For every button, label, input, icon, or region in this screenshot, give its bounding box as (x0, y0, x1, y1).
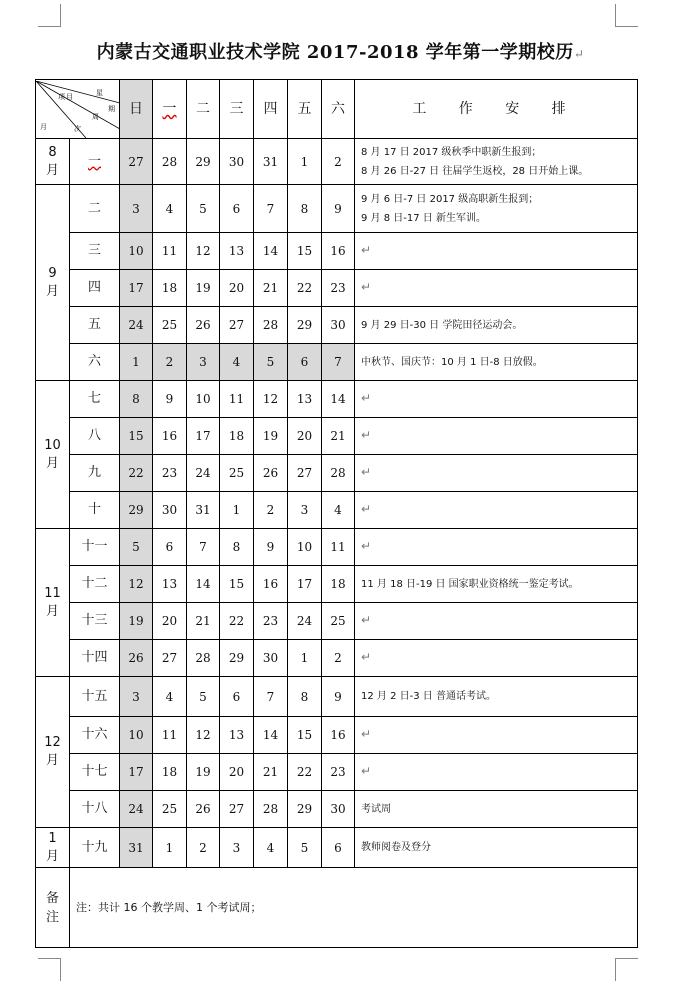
date-cell: 9 (322, 185, 355, 233)
month-label-part: 月 (45, 848, 59, 864)
work-item: 中秋节、国庆节：10 月 1 日-8 日放假。 (361, 356, 543, 368)
date-cell: 28 (153, 139, 187, 185)
header-day-mon: 一 (153, 80, 187, 139)
header-day-sat: 六 (322, 80, 355, 139)
crop-mark-bottom-left (38, 958, 61, 981)
date-cell: 20 (288, 418, 322, 455)
week-row (36, 529, 638, 566)
date-cell: 23 (153, 455, 187, 492)
date-cell: 26 (187, 791, 220, 828)
date-cell: 9 (322, 677, 355, 717)
header-day-fri: 五 (288, 80, 322, 139)
date-cell: 30 (254, 640, 288, 677)
week-number-cell: 十二 (70, 566, 120, 603)
week-number-cell: 九 (70, 455, 120, 492)
date-cell: 8 (120, 381, 153, 418)
week-row (36, 233, 638, 270)
week-number-cell: 十四 (70, 640, 120, 677)
date-cell: 12 (187, 233, 220, 270)
header-day-tue: 二 (187, 80, 220, 139)
date-cell: 24 (288, 603, 322, 640)
week-row (36, 455, 638, 492)
date-cell: 31 (187, 492, 220, 529)
date-cell: 18 (220, 418, 254, 455)
week-number-cell: 十七 (70, 754, 120, 791)
month-label-part: 月 (45, 162, 59, 178)
week-row (36, 603, 638, 640)
date-cell: 18 (322, 566, 355, 603)
date-cell: 13 (288, 381, 322, 418)
week-row (36, 754, 638, 791)
diag-label-f: 次 (74, 124, 81, 133)
week-number-cell: 十九 (70, 828, 120, 868)
date-cell: 27 (220, 307, 254, 344)
date-cell: 5 (254, 344, 288, 381)
date-cell: 6 (322, 828, 355, 868)
date-cell: 15 (220, 566, 254, 603)
paragraph-mark: ↵ (361, 465, 372, 479)
week-row (36, 677, 638, 717)
date-cell: 14 (322, 381, 355, 418)
date-cell: 13 (153, 566, 187, 603)
note-text: 注：共计 16 个教学周、1 个考试周； (70, 868, 638, 948)
month-cell (36, 529, 70, 677)
week-number-cell: 七 (70, 381, 120, 418)
diag-label-c: 星 (96, 88, 103, 97)
date-cell: 21 (187, 603, 220, 640)
week-number-cell: 十三 (70, 603, 120, 640)
date-cell: 11 (220, 381, 254, 418)
date-cell: 29 (288, 791, 322, 828)
work-item: 9 月 8 日-17 日 新生军训。 (361, 212, 486, 224)
week-row (36, 791, 638, 828)
paragraph-mark: ↵ (361, 391, 372, 405)
date-cell: 2 (254, 492, 288, 529)
work-arrangement-cell (355, 640, 638, 677)
note-label: 备 注 (36, 868, 70, 948)
date-cell: 2 (322, 139, 355, 185)
date-cell: 20 (220, 270, 254, 307)
paragraph-mark: ↵ (573, 47, 585, 61)
date-cell: 29 (288, 307, 322, 344)
work-arrangement-cell (355, 418, 638, 455)
date-cell: 20 (153, 603, 187, 640)
work-item: 9 月 6 日-7 日 2017 级高职新生报到； (361, 193, 539, 205)
work-arrangement-cell (355, 754, 638, 791)
week-row (36, 492, 638, 529)
week-row (36, 566, 638, 603)
date-cell: 27 (120, 139, 153, 185)
paragraph-mark: ↵ (361, 502, 372, 516)
date-cell: 11 (153, 233, 187, 270)
work-arrangement-cell (355, 828, 638, 868)
date-cell: 21 (322, 418, 355, 455)
date-cell: 26 (254, 455, 288, 492)
week-row (36, 344, 638, 381)
date-cell: 9 (254, 529, 288, 566)
date-cell: 26 (187, 307, 220, 344)
date-cell: 28 (322, 455, 355, 492)
date-cell: 25 (153, 307, 187, 344)
month-cell (36, 139, 70, 185)
crop-mark-bottom-right (615, 958, 638, 981)
date-cell: 31 (120, 828, 153, 868)
work-arrangement-cell (355, 233, 638, 270)
date-cell: 26 (120, 640, 153, 677)
week-number-cell: 十一 (70, 529, 120, 566)
date-cell: 4 (322, 492, 355, 529)
diagonal-header-cell (36, 80, 120, 139)
date-cell: 30 (322, 307, 355, 344)
month-label-part: 月 (45, 753, 59, 768)
paragraph-mark: ↵ (361, 243, 372, 257)
work-item: 考试周 (361, 803, 391, 815)
date-cell: 31 (254, 139, 288, 185)
date-cell: 19 (254, 418, 288, 455)
date-cell: 10 (288, 529, 322, 566)
date-cell: 30 (322, 791, 355, 828)
date-cell: 10 (120, 717, 153, 754)
date-cell: 6 (220, 185, 254, 233)
month-label-part: 9 (48, 265, 57, 281)
week-number-cell: 十五 (70, 677, 120, 717)
diag-label-g: 月 (40, 122, 47, 131)
month-cell (36, 677, 70, 828)
work-item: 8 月 17 日 2017 级秋季中职新生报到； (361, 146, 542, 158)
paragraph-mark: ↵ (361, 613, 372, 627)
date-cell: 6 (220, 677, 254, 717)
date-cell: 13 (220, 717, 254, 754)
date-cell: 15 (120, 418, 153, 455)
diag-label-e: 周 (92, 112, 99, 121)
date-cell: 16 (322, 717, 355, 754)
week-number-cell: 一 (70, 139, 120, 185)
date-cell: 8 (288, 185, 322, 233)
date-cell: 10 (120, 233, 153, 270)
date-cell: 7 (254, 185, 288, 233)
work-arrangement-cell (355, 791, 638, 828)
diag-label-a: 项 (58, 92, 65, 101)
week-number-cell: 六 (70, 344, 120, 381)
week-number-cell: 二 (70, 185, 120, 233)
date-cell: 1 (288, 139, 322, 185)
month-label-part: 11 (44, 585, 61, 601)
date-cell: 29 (120, 492, 153, 529)
paragraph-mark: ↵ (361, 280, 372, 294)
week-row (36, 307, 638, 344)
date-cell: 28 (254, 307, 288, 344)
date-cell: 4 (153, 677, 187, 717)
month-label-part: 月 (45, 283, 59, 299)
week-row (36, 185, 638, 233)
header-row (36, 80, 638, 139)
paragraph-mark: ↵ (361, 650, 372, 664)
page-title: 内蒙古交通职业技术学院 2017-2018 学年第一学期校历↵ (96, 42, 585, 63)
week-row (36, 640, 638, 677)
date-cell: 20 (220, 754, 254, 791)
month-label-part: 8 (48, 144, 57, 160)
date-cell: 24 (120, 307, 153, 344)
work-item: 9 月 29 日-30 日 学院田径运动会。 (361, 319, 523, 331)
date-cell: 3 (220, 828, 254, 868)
work-item: 12 月 2 日-3 日 普通话考试。 (361, 691, 496, 702)
school-calendar-table (35, 79, 638, 948)
date-cell: 21 (254, 754, 288, 791)
work-item: 教师阅卷及登分 (361, 842, 431, 853)
work-arrangement-cell (355, 566, 638, 603)
month-cell (36, 828, 70, 868)
date-cell: 5 (187, 677, 220, 717)
week-row (36, 717, 638, 754)
date-cell: 22 (288, 270, 322, 307)
date-cell: 16 (254, 566, 288, 603)
date-cell: 17 (120, 754, 153, 791)
date-cell: 5 (120, 529, 153, 566)
work-item: 11 月 18 日-19 日 国家职业资格统一鉴定考试。 (361, 578, 579, 590)
date-cell: 11 (153, 717, 187, 754)
date-cell: 22 (288, 754, 322, 791)
work-arrangement-cell (355, 381, 638, 418)
header-day-wed: 三 (220, 80, 254, 139)
week-number-cell: 三 (70, 233, 120, 270)
work-arrangement-cell (355, 717, 638, 754)
date-cell: 22 (220, 603, 254, 640)
month-cell (36, 381, 70, 529)
date-cell: 23 (322, 270, 355, 307)
header-day-sun: 日 (120, 80, 153, 139)
week-number-cell: 四 (70, 270, 120, 307)
date-cell: 24 (187, 455, 220, 492)
date-cell: 3 (187, 344, 220, 381)
date-cell: 17 (187, 418, 220, 455)
date-cell: 29 (187, 139, 220, 185)
date-cell: 4 (153, 185, 187, 233)
date-cell: 28 (187, 640, 220, 677)
month-cell (36, 185, 70, 381)
week-row (36, 828, 638, 868)
date-cell: 4 (254, 828, 288, 868)
date-cell: 25 (220, 455, 254, 492)
date-cell: 2 (187, 828, 220, 868)
month-label-part: 10 (44, 437, 61, 453)
header-work-arrangement: 工 作 安 排 (355, 80, 638, 139)
date-cell: 5 (288, 828, 322, 868)
date-cell: 13 (220, 233, 254, 270)
work-arrangement-cell (355, 185, 638, 233)
week-number-cell: 十 (70, 492, 120, 529)
date-cell: 1 (220, 492, 254, 529)
date-cell: 14 (254, 233, 288, 270)
date-cell: 30 (153, 492, 187, 529)
work-item: 8 月 26 日-27 日 往届学生返校，28 日开始上课。 (361, 165, 589, 177)
date-cell: 10 (187, 381, 220, 418)
date-cell: 15 (288, 717, 322, 754)
month-label-part: 12 (44, 735, 61, 750)
work-arrangement-cell (355, 139, 638, 185)
date-cell: 5 (187, 185, 220, 233)
month-label-part: 月 (45, 603, 59, 619)
paragraph-mark: ↵ (361, 539, 372, 553)
work-arrangement-cell (355, 307, 638, 344)
work-arrangement-cell (355, 344, 638, 381)
work-arrangement-cell (355, 603, 638, 640)
paragraph-mark: ↵ (361, 428, 372, 442)
date-cell: 28 (254, 791, 288, 828)
work-arrangement-cell (355, 492, 638, 529)
week-row (36, 270, 638, 307)
date-cell: 15 (288, 233, 322, 270)
note-row (36, 868, 638, 948)
date-cell: 2 (153, 344, 187, 381)
work-arrangement-cell (355, 455, 638, 492)
date-cell: 11 (322, 529, 355, 566)
date-cell: 6 (153, 529, 187, 566)
date-cell: 8 (288, 677, 322, 717)
date-cell: 19 (187, 270, 220, 307)
date-cell: 22 (120, 455, 153, 492)
date-cell: 27 (220, 791, 254, 828)
date-cell: 9 (153, 381, 187, 418)
week-number-cell: 八 (70, 418, 120, 455)
date-cell: 3 (288, 492, 322, 529)
date-cell: 7 (254, 677, 288, 717)
date-cell: 16 (322, 233, 355, 270)
month-label-part: 月 (45, 455, 59, 471)
date-cell: 17 (120, 270, 153, 307)
diag-label-b: 目 (66, 92, 73, 101)
date-cell: 18 (153, 754, 187, 791)
date-cell: 14 (254, 717, 288, 754)
date-cell: 7 (187, 529, 220, 566)
date-cell: 1 (120, 344, 153, 381)
date-cell: 23 (254, 603, 288, 640)
week-number-cell: 五 (70, 307, 120, 344)
week-number-cell: 十六 (70, 717, 120, 754)
week-row (36, 418, 638, 455)
date-cell: 18 (153, 270, 187, 307)
date-cell: 12 (120, 566, 153, 603)
work-arrangement-cell (355, 677, 638, 717)
date-cell: 3 (120, 677, 153, 717)
date-cell: 1 (153, 828, 187, 868)
week-row (36, 139, 638, 185)
date-cell: 24 (120, 791, 153, 828)
week-number-cell: 十八 (70, 791, 120, 828)
date-cell: 27 (288, 455, 322, 492)
date-cell: 25 (153, 791, 187, 828)
date-cell: 2 (322, 640, 355, 677)
week-row (36, 381, 638, 418)
date-cell: 16 (153, 418, 187, 455)
date-cell: 23 (322, 754, 355, 791)
work-arrangement-cell (355, 529, 638, 566)
paragraph-mark: ↵ (361, 764, 372, 778)
date-cell: 6 (288, 344, 322, 381)
date-cell: 17 (288, 566, 322, 603)
diag-label-d: 期 (108, 104, 115, 113)
date-cell: 19 (120, 603, 153, 640)
date-cell: 1 (288, 640, 322, 677)
crop-mark-top-left (38, 4, 61, 27)
date-cell: 12 (254, 381, 288, 418)
header-day-thu: 四 (254, 80, 288, 139)
date-cell: 14 (187, 566, 220, 603)
date-cell: 3 (120, 185, 153, 233)
date-cell: 27 (153, 640, 187, 677)
date-cell: 19 (187, 754, 220, 791)
month-label-part: 1 (48, 830, 57, 846)
date-cell: 12 (187, 717, 220, 754)
crop-mark-top-right (615, 4, 638, 27)
work-arrangement-cell (355, 270, 638, 307)
paragraph-mark: ↵ (361, 727, 372, 741)
date-cell: 29 (220, 640, 254, 677)
date-cell: 7 (322, 344, 355, 381)
date-cell: 21 (254, 270, 288, 307)
date-cell: 30 (220, 139, 254, 185)
date-cell: 8 (220, 529, 254, 566)
date-cell: 25 (322, 603, 355, 640)
date-cell: 4 (220, 344, 254, 381)
